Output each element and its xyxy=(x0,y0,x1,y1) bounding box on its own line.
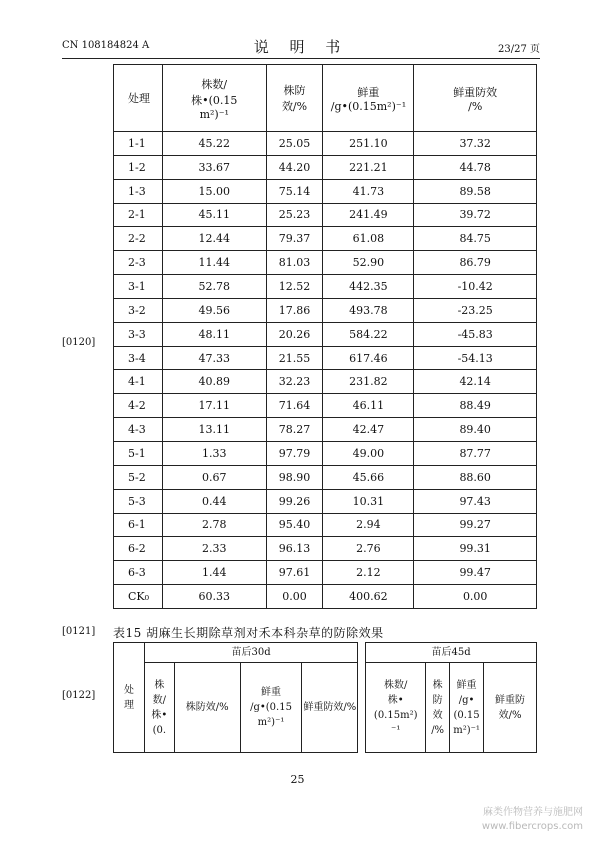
table-row xyxy=(114,275,537,299)
cell-treatment: 3-2 xyxy=(114,298,163,322)
header-45d-fresh-line2: /g• xyxy=(458,694,475,706)
header-45d-fresh-efficacy: 鲜重防效/% xyxy=(484,663,537,753)
cell-fresh-weight: 41.73 xyxy=(323,179,414,203)
header-plant-count-line1: 株数/ xyxy=(201,77,228,91)
cell-fresh-efficacy: 84.75 xyxy=(414,227,537,251)
cell-plant-efficacy: 75.14 xyxy=(266,179,323,203)
cell-fresh-efficacy: 42.14 xyxy=(414,370,537,394)
cell-plant-count: 60.33 xyxy=(162,585,266,609)
cell-plant-count: 49.56 xyxy=(162,298,266,322)
table-row xyxy=(114,227,537,251)
cell-plant-efficacy: 71.64 xyxy=(266,394,323,418)
table-caption: 表15 胡麻生长期除草剂对禾本科杂草的防除效果 xyxy=(113,626,384,640)
header-45d-plant-efficacy xyxy=(426,663,450,753)
cell-fresh-efficacy: -10.42 xyxy=(414,275,537,299)
site-watermark xyxy=(482,806,583,834)
header-30d-plant-count xyxy=(144,663,174,753)
header-45d-count-line4: ⁻¹ xyxy=(391,724,401,736)
cell-plant-count: 33.67 xyxy=(162,155,266,179)
cell-plant-efficacy: 12.52 xyxy=(266,275,323,299)
cell-fresh-efficacy: 99.31 xyxy=(414,537,537,561)
header-fresh-efficacy-line2: /% xyxy=(468,99,483,113)
header-plant-efficacy-line2: 效/% xyxy=(281,100,308,113)
cell-fresh-weight: 231.82 xyxy=(323,370,414,394)
header-30d-plant-efficacy: 株防效/% xyxy=(174,663,240,753)
cell-treatment: 3-4 xyxy=(114,346,163,370)
cell-plant-count: 11.44 xyxy=(162,251,266,275)
header-45d-eff-line1: 株 xyxy=(432,679,443,691)
watermark-site-name: 麻类作物营养与施肥网 xyxy=(483,807,583,818)
cell-fresh-weight: 45.66 xyxy=(323,465,414,489)
table-row xyxy=(114,179,537,203)
header-divider xyxy=(62,58,540,59)
cell-plant-efficacy: 95.40 xyxy=(266,513,323,537)
cell-treatment: 2-3 xyxy=(114,251,163,275)
table-row xyxy=(114,203,537,227)
patent-number: CN 108184824 A xyxy=(62,40,150,51)
cell-fresh-weight: 10.31 xyxy=(323,489,414,513)
header-treatment: 处理 xyxy=(114,65,163,132)
efficacy-table-2 xyxy=(113,642,537,753)
cell-fresh-efficacy: 97.43 xyxy=(414,489,537,513)
cell-fresh-weight: 442.35 xyxy=(323,275,414,299)
table-row xyxy=(114,155,537,179)
cell-treatment: 1-3 xyxy=(114,179,163,203)
cell-treatment: 3-1 xyxy=(114,275,163,299)
cell-treatment: 6-1 xyxy=(114,513,163,537)
header-45d-eff-line3: 效 xyxy=(432,709,443,721)
cell-plant-count: 45.22 xyxy=(162,132,266,156)
cell-treatment: 5-3 xyxy=(114,489,163,513)
header-plant-count xyxy=(162,65,266,132)
cell-plant-count: 17.11 xyxy=(162,394,266,418)
header-45d-fresh-weight xyxy=(450,663,484,753)
cell-treatment: 1-2 xyxy=(114,155,163,179)
cell-fresh-efficacy: -45.83 xyxy=(414,322,537,346)
cell-fresh-weight: 493.78 xyxy=(323,298,414,322)
cell-fresh-weight: 584.22 xyxy=(323,322,414,346)
paragraph-label-0121: [0121] xyxy=(62,626,96,637)
table-row xyxy=(114,465,537,489)
header-fresh-efficacy-line1: 鲜重防效 xyxy=(453,85,498,99)
header-treatment-2-line1: 处 xyxy=(123,684,134,696)
header-30d-fresh-line2: /g•(0.15 xyxy=(250,702,292,713)
cell-fresh-efficacy: 89.40 xyxy=(414,418,537,442)
cell-fresh-efficacy: 99.47 xyxy=(414,561,537,585)
cell-fresh-weight: 2.76 xyxy=(323,537,414,561)
header-treatment-2 xyxy=(114,643,145,753)
header-45d-plant-count xyxy=(366,663,426,753)
sub-header-row xyxy=(114,663,537,753)
cell-plant-count: 52.78 xyxy=(162,275,266,299)
cell-plant-count: 15.00 xyxy=(162,179,266,203)
cell-treatment: 5-1 xyxy=(114,441,163,465)
header-45d-eff-line4: /% xyxy=(431,724,445,736)
cell-plant-efficacy: 21.55 xyxy=(266,346,323,370)
cell-fresh-efficacy: 37.32 xyxy=(414,132,537,156)
header-30d-fresh-efficacy: 鲜重防效/% xyxy=(302,663,358,753)
table-row xyxy=(114,441,537,465)
cell-fresh-efficacy: 99.27 xyxy=(414,513,537,537)
cell-plant-count: 1.33 xyxy=(162,441,266,465)
cell-plant-efficacy: 81.03 xyxy=(266,251,323,275)
header-30d-count-line4: (0. xyxy=(152,724,167,736)
header-30d-fresh-line3: m²)⁻¹ xyxy=(257,717,285,728)
table-header-row xyxy=(114,65,537,132)
cell-plant-efficacy: 17.86 xyxy=(266,298,323,322)
header-plant-count-line2: 株•(0.15 xyxy=(191,93,238,107)
cell-fresh-efficacy: 39.72 xyxy=(414,203,537,227)
cell-treatment: 3-3 xyxy=(114,322,163,346)
cell-plant-efficacy: 97.79 xyxy=(266,441,323,465)
cell-fresh-weight: 617.46 xyxy=(323,346,414,370)
cell-plant-efficacy: 99.26 xyxy=(266,489,323,513)
efficacy-table-1 xyxy=(113,64,537,609)
cell-treatment: CK₀ xyxy=(114,585,163,609)
cell-fresh-weight: 61.08 xyxy=(323,227,414,251)
header-plant-efficacy xyxy=(266,65,323,132)
header-45d-eff-line2: 防 xyxy=(432,694,443,706)
header-plant-count-line3: m²)⁻¹ xyxy=(199,107,229,121)
cell-fresh-weight: 251.10 xyxy=(323,132,414,156)
cell-fresh-weight: 42.47 xyxy=(323,418,414,442)
cell-fresh-weight: 46.11 xyxy=(323,394,414,418)
column-gap xyxy=(358,643,366,753)
table-row xyxy=(114,513,537,537)
cell-plant-count: 45.11 xyxy=(162,203,266,227)
header-fresh-weight-line2: /g•(0.15m²)⁻¹ xyxy=(330,99,407,113)
header-treatment-2-line2: 理 xyxy=(123,699,134,711)
cell-treatment: 6-3 xyxy=(114,561,163,585)
cell-fresh-weight: 49.00 xyxy=(323,441,414,465)
cell-plant-count: 0.67 xyxy=(162,465,266,489)
cell-fresh-efficacy: 86.79 xyxy=(414,251,537,275)
header-45d-count-line1: 株数/ xyxy=(384,679,408,691)
cell-fresh-weight: 221.21 xyxy=(323,155,414,179)
cell-fresh-weight: 2.94 xyxy=(323,513,414,537)
table-body xyxy=(114,132,537,609)
cell-treatment: 5-2 xyxy=(114,465,163,489)
cell-fresh-efficacy: -54.13 xyxy=(414,346,537,370)
table-row xyxy=(114,322,537,346)
cell-plant-efficacy: 25.23 xyxy=(266,203,323,227)
table-row xyxy=(114,394,537,418)
header-group-30d: 苗后30d xyxy=(144,643,357,663)
cell-fresh-weight: 400.62 xyxy=(323,585,414,609)
cell-fresh-efficacy: 88.60 xyxy=(414,465,537,489)
cell-treatment: 2-2 xyxy=(114,227,163,251)
cell-plant-efficacy: 79.37 xyxy=(266,227,323,251)
header-45d-fresh-line1: 鲜重 xyxy=(456,679,477,691)
cell-plant-count: 40.89 xyxy=(162,370,266,394)
cell-fresh-efficacy: 88.49 xyxy=(414,394,537,418)
page-number: 25 xyxy=(290,773,305,786)
cell-plant-count: 47.33 xyxy=(162,346,266,370)
table-row xyxy=(114,298,537,322)
header-plant-efficacy-line1: 株防 xyxy=(283,84,306,97)
cell-plant-efficacy: 98.90 xyxy=(266,465,323,489)
cell-plant-efficacy: 78.27 xyxy=(266,418,323,442)
cell-plant-count: 2.33 xyxy=(162,537,266,561)
cell-plant-efficacy: 25.05 xyxy=(266,132,323,156)
cell-treatment: 1-1 xyxy=(114,132,163,156)
cell-plant-count: 13.11 xyxy=(162,418,266,442)
cell-plant-efficacy: 96.13 xyxy=(266,537,323,561)
cell-plant-count: 48.11 xyxy=(162,322,266,346)
cell-treatment: 2-1 xyxy=(114,203,163,227)
cell-fresh-weight: 2.12 xyxy=(323,561,414,585)
group-header-row xyxy=(114,643,537,663)
cell-plant-efficacy: 20.26 xyxy=(266,322,323,346)
cell-treatment: 4-3 xyxy=(114,418,163,442)
cell-fresh-efficacy: -23.25 xyxy=(414,298,537,322)
header-fresh-weight-line1: 鲜重 xyxy=(357,85,380,99)
paragraph-label-0122: [0122] xyxy=(62,690,96,701)
header-30d-fresh-line1: 鲜重 xyxy=(261,687,282,698)
cell-plant-efficacy: 0.00 xyxy=(266,585,323,609)
cell-plant-efficacy: 97.61 xyxy=(266,561,323,585)
header-45d-fresh-line4: m²)⁻¹ xyxy=(453,724,480,736)
cell-plant-count: 1.44 xyxy=(162,561,266,585)
cell-plant-count: 2.78 xyxy=(162,513,266,537)
document-title: 说 明 书 xyxy=(253,38,349,56)
cell-fresh-efficacy: 44.78 xyxy=(414,155,537,179)
header-45d-count-line2: 株• xyxy=(387,694,404,706)
header-45d-count-line3: (0.15m²) xyxy=(373,709,418,721)
cell-plant-count: 12.44 xyxy=(162,227,266,251)
page-header xyxy=(62,36,540,54)
cell-fresh-efficacy: 87.77 xyxy=(414,441,537,465)
table-row xyxy=(114,537,537,561)
header-fresh-efficacy xyxy=(414,65,537,132)
table-row xyxy=(114,585,537,609)
cell-treatment: 6-2 xyxy=(114,537,163,561)
cell-fresh-weight: 52.90 xyxy=(323,251,414,275)
table-row xyxy=(114,489,537,513)
header-30d-count-line2: 数/ xyxy=(152,694,167,706)
header-30d-count-line1: 株 xyxy=(154,679,165,691)
page-indicator: 23/27 页 xyxy=(498,44,540,55)
cell-treatment: 4-2 xyxy=(114,394,163,418)
cell-plant-efficacy: 32.23 xyxy=(266,370,323,394)
paragraph-label-0120: [0120] xyxy=(62,337,96,348)
watermark-url: www.fibercrops.com xyxy=(481,821,583,832)
table-row xyxy=(114,418,537,442)
table-row xyxy=(114,370,537,394)
cell-treatment: 4-1 xyxy=(114,370,163,394)
cell-plant-efficacy: 44.20 xyxy=(266,155,323,179)
cell-plant-count: 0.44 xyxy=(162,489,266,513)
table-row xyxy=(114,132,537,156)
header-30d-fresh-weight xyxy=(240,663,302,753)
header-fresh-weight xyxy=(323,65,414,132)
table-row xyxy=(114,561,537,585)
table-row xyxy=(114,251,537,275)
table-row xyxy=(114,346,537,370)
cell-fresh-efficacy: 0.00 xyxy=(414,585,537,609)
header-30d-count-line3: 株• xyxy=(151,709,168,721)
cell-fresh-weight: 241.49 xyxy=(323,203,414,227)
header-45d-fresh-line3: (0.15 xyxy=(453,709,480,721)
cell-fresh-efficacy: 89.58 xyxy=(414,179,537,203)
header-group-45d: 苗后45d xyxy=(366,643,537,663)
